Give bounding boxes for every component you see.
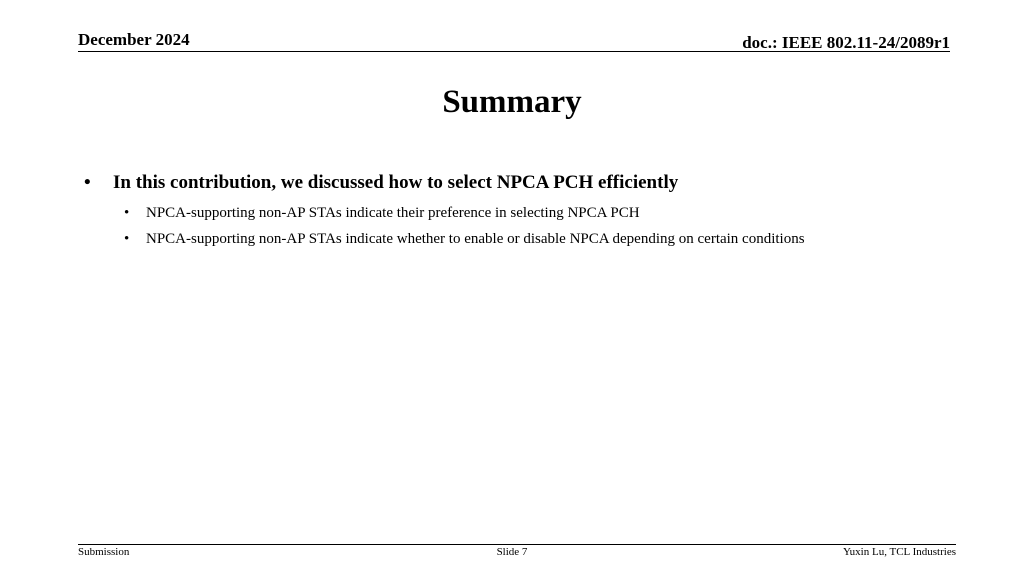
bullet-level2: [84, 204, 964, 222]
footer-slide-number: Slide 7: [496, 546, 528, 558]
slide-content: [84, 172, 964, 248]
sub-bullet-text: NPCA-supporting non-AP STAs indicate their preference in selecting NPCA PCH: [146, 205, 640, 221]
bullet-dot-icon: •: [84, 172, 91, 193]
slide-title: Summary: [442, 84, 582, 120]
sub-bullet-text: NPCA-supporting non-AP STAs indicate whether to enable or disable NPCA depending on certain conditions: [146, 231, 805, 247]
bullet-level1: [84, 172, 964, 194]
bullet-level2: [84, 230, 964, 248]
footer-divider: [78, 544, 956, 545]
sub-bullet-dot-icon: •: [124, 231, 130, 247]
sub-bullet-dot-icon: •: [124, 205, 130, 221]
header-doc-id: doc.: IEEE 802.11-24/2089r1: [742, 33, 950, 52]
footer-author: Yuxin Lu, TCL Industries: [842, 546, 956, 558]
header-date: December 2024: [78, 30, 190, 49]
bullet-text: In this contribution, we discussed how to select NPCA PCH efficiently: [113, 172, 679, 193]
footer-submission: Submission: [78, 546, 130, 558]
header-divider: [78, 51, 950, 52]
